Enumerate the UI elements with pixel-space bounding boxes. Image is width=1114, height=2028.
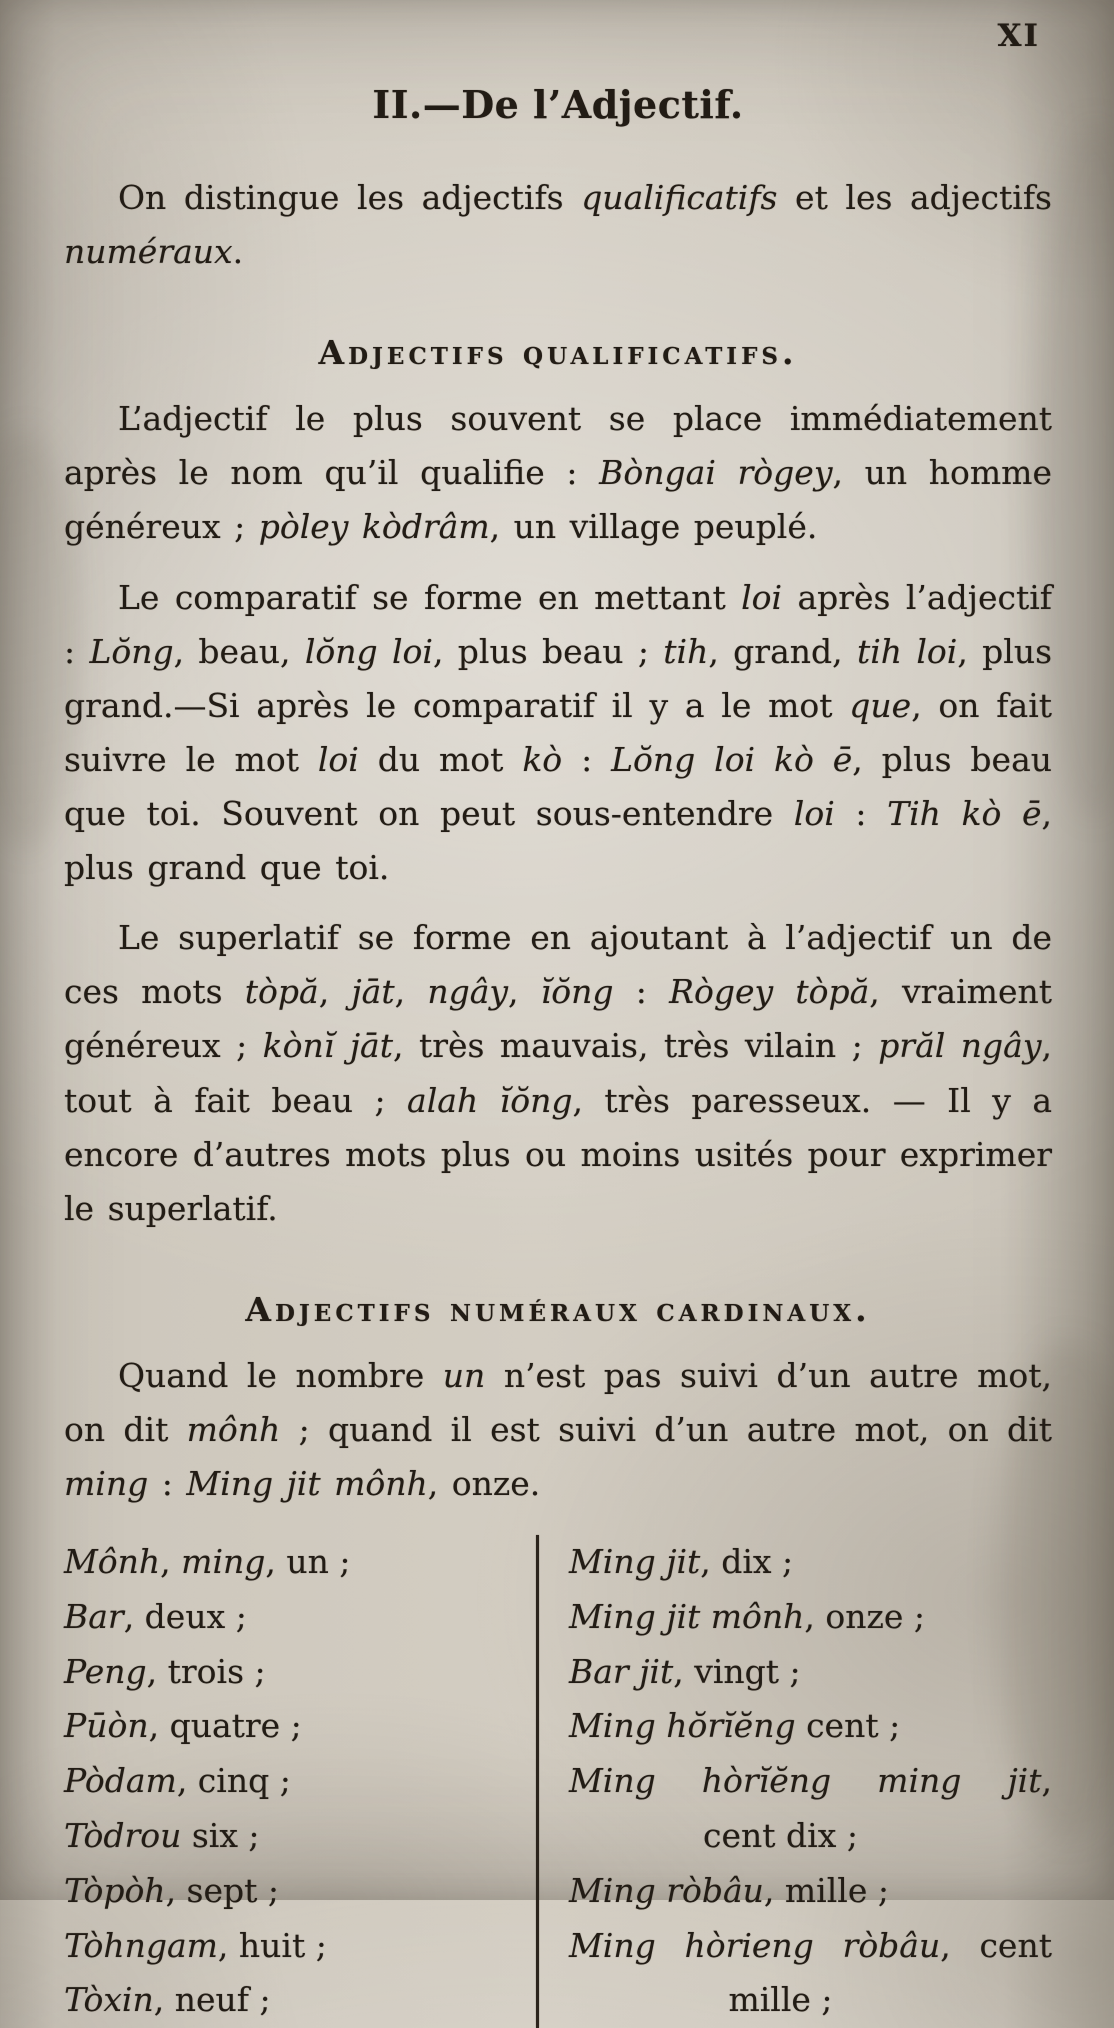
numeral-item: Peng, trois ; — [64, 1651, 266, 1691]
numeral-item: Tòxin, neuf ; — [64, 1980, 271, 2020]
numerals-right-column — [539, 1535, 1052, 2028]
numeral-item: Ming ròbâu, mille ; — [569, 1870, 889, 1910]
page-number: XI — [997, 18, 1040, 54]
numeral-item: Ming hòrieng ròbâu, cent mille ; — [569, 1925, 1052, 2020]
numeral-item: Ming hòrĭĕng ming jit, cent dix ; — [569, 1761, 1052, 1856]
numeral-item: Tòpòh, sept ; — [64, 1870, 279, 1910]
section-heading-numeraux: Adjectifs numéraux cardinaux. — [245, 1289, 871, 1329]
intro-paragraph: On distingue les adjectifs qualificatifs et les adjectifs numéraux. — [64, 178, 1052, 272]
numerals-left-column — [64, 1535, 536, 2028]
paragraph: Quand le nombre un n’est pas suivi d’un autre mot, on dit mônh ; quand il est suivi d’un autre mot, on dit ming : Ming jit mônh, onze. — [64, 1355, 1052, 1504]
numeral-item: Bar jit, vingt ; — [569, 1651, 801, 1691]
paragraph: Le superlatif se forme en ajoutant à l’adjectif un de ces mots tòpă, jāt, ngây, ĭŏng : Rògey tòpă, vraiment généreux ; kònĭ jāt, très mauvais, très vilain ; prăl ngây, tout à fait beau ; alah ĭŏng, très paresseux. — Il y a encore d’autres mots plus ou moins usités pour exprimer le superlatif. — [64, 918, 1052, 1228]
chapter-title: II.—De l’Adjectif. — [372, 82, 744, 127]
numeral-item: Ming jit mônh, onze ; — [569, 1596, 926, 1636]
numerals-table — [64, 1535, 1052, 2028]
numeral-item: Ming jit, dix ; — [569, 1542, 794, 1582]
numeral-item: Bar, deux ; — [64, 1596, 247, 1636]
section-heading-qualificatifs: Adjectifs qualificatifs. — [318, 333, 798, 373]
paragraph: Le comparatif se forme en mettant loi après l’adjectif : Lŏng, beau, lŏng loi, plus beau ; tih, grand, tih loi, plus grand.—Si après le comparatif il y a le mot que, on fait suivre le mot loi du mot kò : Lŏng loi kò ē, plus beau que toi. Souvent on peut sous-entendre loi : Tih kò ē, plus grand que toi. — [64, 577, 1053, 888]
numeral-item: Tòhngam, huit ; — [64, 1925, 327, 1965]
numeral-item: Ming hŏrĭĕng cent ; — [569, 1706, 901, 1746]
numeral-item: Pòdam, cinq ; — [64, 1761, 291, 1801]
paragraph: L’adjectif le plus souvent se place immédiatement après le nom qu’il qualifie : Bòngai rògey, un homme généreux ; pòley kòdrâm, un village peuplé. — [64, 399, 1052, 547]
numeral-item: Pūòn, quatre ; — [64, 1706, 302, 1746]
numeral-item: Tòdrou six ; — [64, 1816, 260, 1856]
numeral-item: Mônh, ming, un ; — [64, 1542, 351, 1582]
